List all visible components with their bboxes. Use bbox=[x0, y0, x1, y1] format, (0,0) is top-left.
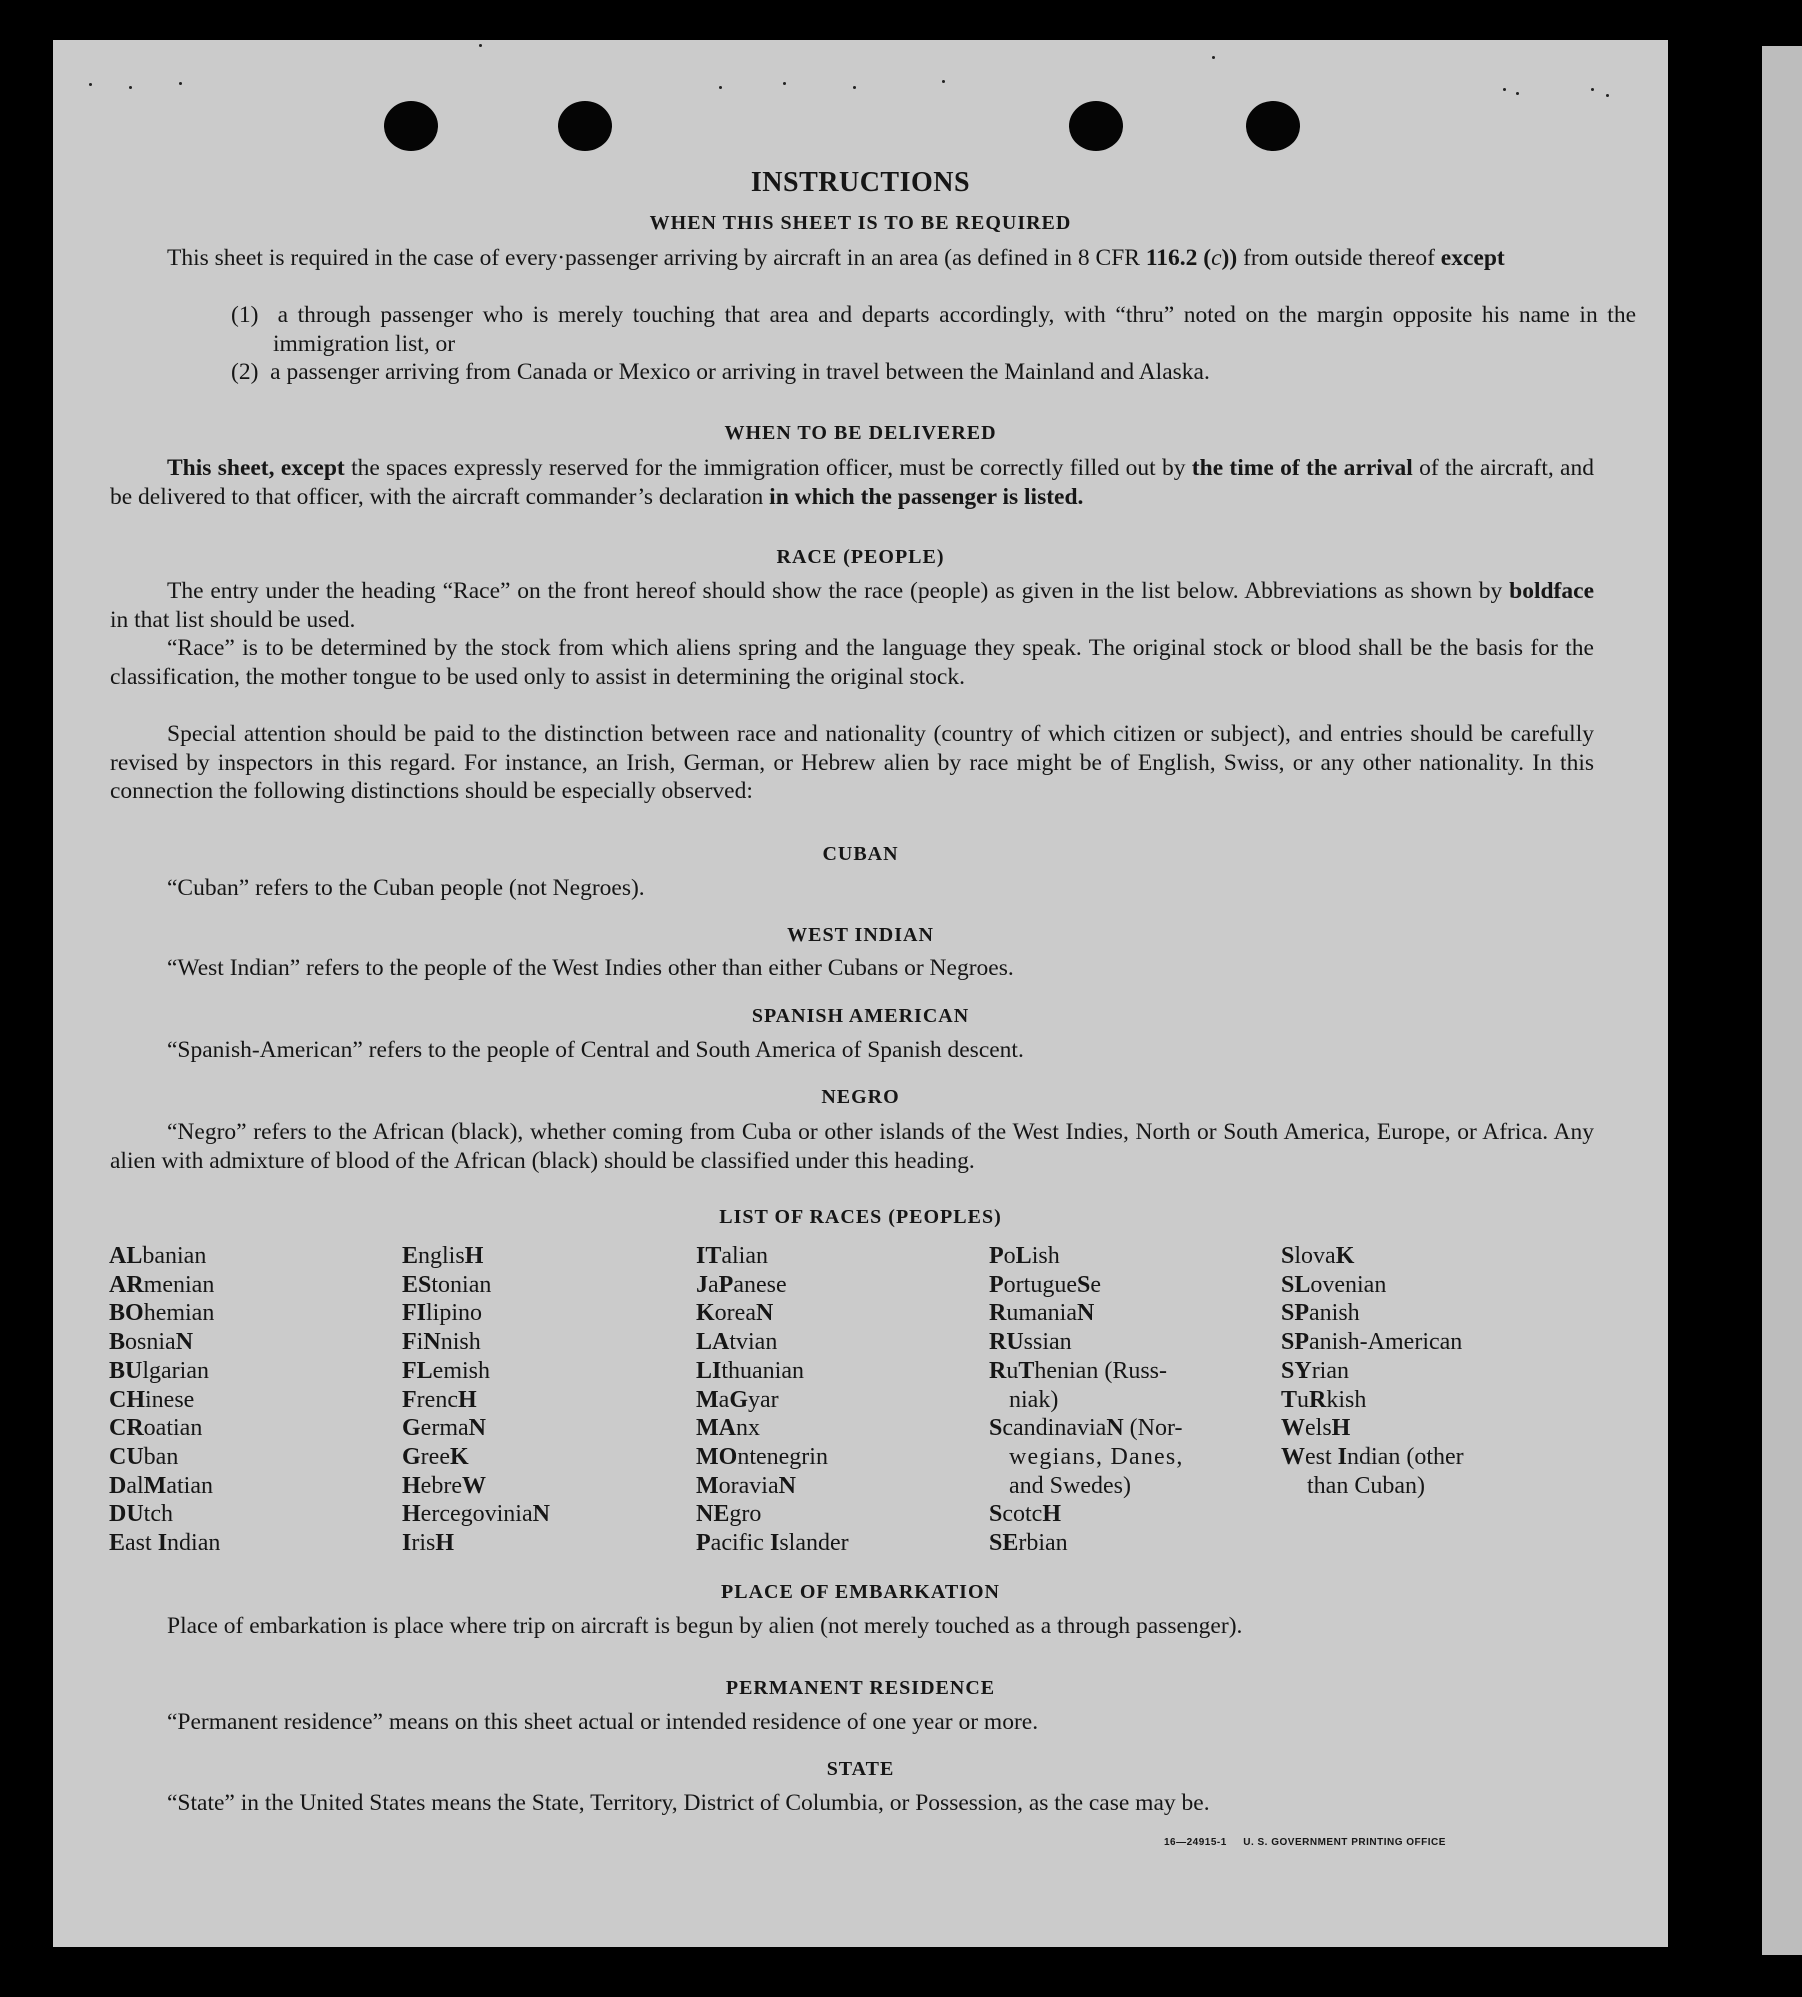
speck bbox=[942, 80, 945, 83]
race-entry: MaGyar bbox=[696, 1386, 779, 1413]
race-entry: RUssian bbox=[989, 1329, 1072, 1356]
paragraph: “Cuban” refers to the Cuban people (not Negroes). bbox=[167, 875, 645, 901]
paragraph: “Permanent residence” means on this sheet actual or intended residence of one year or more. bbox=[167, 1709, 1039, 1735]
paragraph: The entry under the heading “Race” on the front hereof should show the race (people) as given in the list below. Abbreviations as shown by boldface in that list should be used. bbox=[110, 578, 1594, 633]
paragraph: “Race” is to be determined by the stock from which aliens spring and the language they speak. The original stock or blood shall be the basis for the classification, the mother tongue to be used only to assist in determining the original stock. bbox=[110, 635, 1594, 690]
race-entry: MOntenegrin bbox=[696, 1443, 828, 1470]
speck bbox=[129, 86, 132, 89]
race-entry: FrencH bbox=[402, 1386, 477, 1413]
section-heading: WHEN TO BE DELIVERED bbox=[724, 422, 997, 444]
race-entry: LIthuanian bbox=[696, 1357, 804, 1384]
race-entry: RumaniaN bbox=[989, 1300, 1095, 1327]
punch-hole bbox=[1246, 101, 1300, 151]
race-entry: IrisH bbox=[402, 1530, 455, 1557]
race-entry: RuThenian (Russ- bbox=[989, 1357, 1168, 1384]
race-column bbox=[1281, 1242, 1464, 1500]
speck bbox=[1591, 88, 1594, 91]
race-entry: wegians, Danes, bbox=[1009, 1443, 1184, 1470]
race-entry: SPanish-American bbox=[1281, 1329, 1463, 1356]
list-item: (1) a through passenger who is merely touching that area and departs accordingly, with “thru” noted on the margin opposite his name in the immigration list, or bbox=[231, 302, 1637, 357]
race-entry: FiNnish bbox=[402, 1329, 481, 1356]
race-entry: FIlipino bbox=[402, 1300, 483, 1327]
race-entry: PortugueSe bbox=[989, 1271, 1101, 1298]
section-heading: NEGRO bbox=[821, 1086, 900, 1108]
section-heading: SPANISH AMERICAN bbox=[751, 1005, 970, 1027]
speck bbox=[89, 83, 92, 86]
race-entry: KoreaN bbox=[696, 1300, 774, 1327]
speck bbox=[479, 44, 482, 47]
list-item: (2) a passenger arriving from Canada or Mexico or arriving in travel between the Mainland and Alaska. bbox=[231, 359, 1210, 385]
paragraph: This sheet, except the spaces expressly reserved for the immigration officer, must be correctly filled out by the time of the arrival of the aircraft, and be delivered to that officer, with the aircraft commander’s declaration in which the passenger is listed. bbox=[110, 455, 1594, 510]
race-entry: ARmenian bbox=[109, 1271, 215, 1298]
paragraph: “Negro” refers to the African (black), whether coming from Cuba or other islands of the West Indies, North or South America, Europe, or Africa. Any alien with admixture of blood of the African (black) should be classified under this heading. bbox=[110, 1119, 1594, 1174]
section-heading: WEST INDIAN bbox=[787, 924, 934, 946]
race-entry: niak) bbox=[1009, 1386, 1059, 1413]
race-entry: SPanish bbox=[1281, 1300, 1360, 1327]
race-entry: SErbian bbox=[989, 1530, 1068, 1557]
race-entry: CRoatian bbox=[109, 1415, 203, 1442]
race-entry: EStonian bbox=[402, 1271, 492, 1298]
speck bbox=[1516, 92, 1519, 95]
instruction-sheet bbox=[53, 40, 1668, 1947]
race-entry: HercegoviniaN bbox=[402, 1501, 550, 1528]
race-entry: Pacific Islander bbox=[696, 1530, 849, 1557]
paragraph: “West Indian” refers to the people of the West Indies other than either Cubans or Negroes. bbox=[167, 955, 1014, 981]
paragraph: Place of embarkation is place where trip on aircraft is begun by alien (not merely touched as a through passenger). bbox=[167, 1613, 1243, 1639]
section-heading: PLACE OF EMBARKATION bbox=[721, 1581, 1000, 1603]
race-entry: MAnx bbox=[696, 1415, 760, 1442]
race-entry: ScandinaviaN (Nor- bbox=[989, 1415, 1183, 1442]
race-entry: NEgro bbox=[696, 1501, 762, 1528]
race-column bbox=[989, 1242, 1184, 1558]
punch-hole bbox=[1069, 101, 1123, 151]
speck bbox=[783, 82, 786, 85]
punch-hole bbox=[558, 101, 612, 151]
adjacent-page-edge bbox=[1762, 46, 1802, 1955]
race-entry: SYrian bbox=[1281, 1357, 1349, 1384]
race-entry: DalMatian bbox=[109, 1472, 213, 1499]
race-column bbox=[696, 1242, 849, 1558]
speck bbox=[1606, 94, 1609, 97]
race-entry: LAtvian bbox=[696, 1329, 778, 1356]
race-entry: BOhemian bbox=[109, 1300, 215, 1327]
race-entry: GermaN bbox=[402, 1415, 486, 1442]
section-heading: LIST OF RACES (PEOPLES) bbox=[719, 1206, 1002, 1228]
race-column bbox=[402, 1242, 550, 1558]
punch-hole bbox=[384, 101, 438, 151]
speck bbox=[853, 86, 856, 89]
speck bbox=[1503, 88, 1506, 91]
race-entry: West Indian (other bbox=[1281, 1443, 1464, 1470]
race-entry: WelsH bbox=[1281, 1415, 1351, 1442]
race-entry: ScotcH bbox=[989, 1501, 1062, 1528]
race-entry: and Swedes) bbox=[1009, 1472, 1131, 1499]
race-entry: SlovaK bbox=[1281, 1243, 1355, 1269]
race-entry: BosniaN bbox=[109, 1329, 194, 1356]
race-entry: DUtch bbox=[109, 1501, 173, 1528]
race-entry: ITalian bbox=[696, 1243, 768, 1269]
section-heading: WHEN THIS SHEET IS TO BE REQUIRED bbox=[649, 212, 1072, 234]
race-entry: ALbanian bbox=[109, 1243, 207, 1269]
race-entry: CHinese bbox=[109, 1386, 195, 1413]
race-entry: BUlgarian bbox=[109, 1357, 209, 1384]
race-entry: TuRkish bbox=[1281, 1386, 1367, 1413]
race-entry: SLovenian bbox=[1281, 1271, 1387, 1298]
race-entry: than Cuban) bbox=[1307, 1472, 1425, 1499]
speck bbox=[719, 86, 722, 89]
paragraph: Special attention should be paid to the distinction between race and nationality (country of which citizen or subject), and entries should be carefully revised by inspectors in this regard. For instance, an Irish, German, or Hebrew alien by race might be of English, Swiss, or any other nationality. In this connection the following distinctions should be especially observed: bbox=[110, 721, 1594, 804]
paragraph: This sheet is required in the case of every·passenger arriving by aircraft in an area (as defined in 8 CFR 116.2 (c)) from outside thereof except bbox=[167, 245, 1505, 271]
race-column bbox=[109, 1242, 220, 1558]
race-entry: East Indian bbox=[109, 1530, 221, 1557]
speck bbox=[1212, 56, 1215, 59]
page-title: INSTRUCTIONS bbox=[750, 167, 971, 198]
race-entry: CUban bbox=[109, 1443, 179, 1470]
form-footer: 16—24915-1 U. S. GOVERNMENT PRINTING OFFICE bbox=[1164, 1837, 1446, 1848]
section-heading: PERMANENT RESIDENCE bbox=[725, 1677, 996, 1699]
paragraph: “Spanish-American” refers to the people of Central and South America of Spanish descent. bbox=[167, 1037, 1024, 1063]
race-entry: FLemish bbox=[402, 1357, 490, 1384]
race-entry: HebreW bbox=[402, 1472, 486, 1499]
paragraph: “State” in the United States means the State, Territory, District of Columbia, or Possession, as the case may be. bbox=[167, 1790, 1210, 1816]
race-entry: PoLish bbox=[989, 1243, 1060, 1269]
section-heading: CUBAN bbox=[822, 843, 899, 865]
race-entry: EnglisH bbox=[402, 1243, 484, 1269]
race-entry: JaPanese bbox=[696, 1271, 787, 1298]
speck bbox=[179, 82, 182, 85]
section-heading: STATE bbox=[826, 1758, 895, 1780]
race-entry: GreeK bbox=[402, 1443, 469, 1470]
race-entry: MoraviaN bbox=[696, 1472, 796, 1499]
section-heading: RACE (PEOPLE) bbox=[776, 546, 945, 568]
